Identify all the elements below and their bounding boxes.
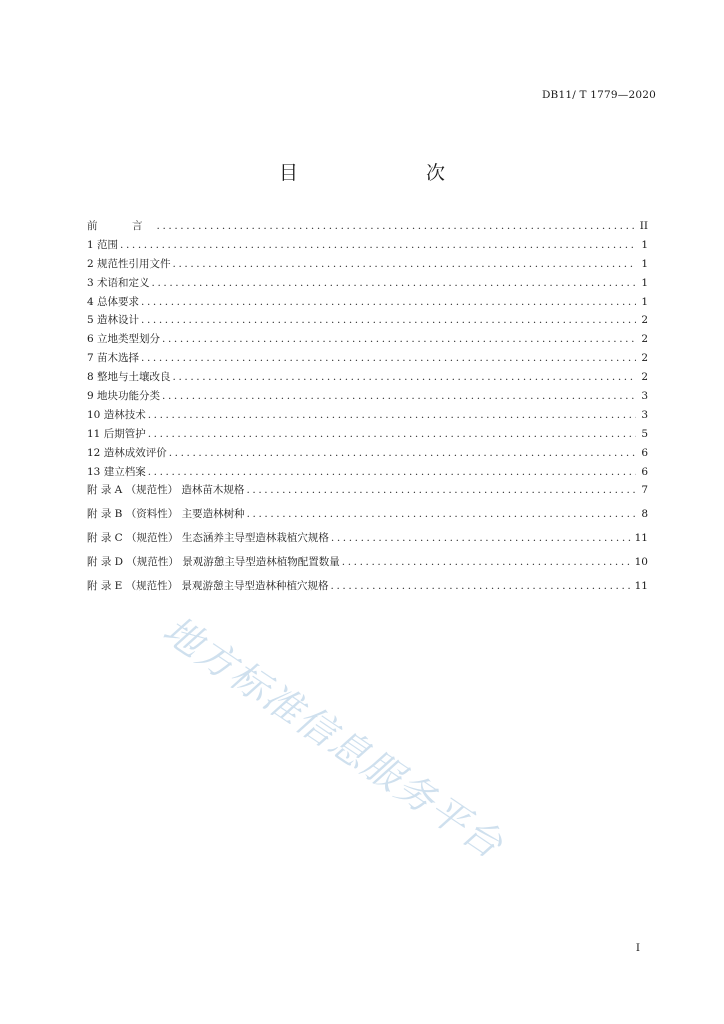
toc-entry-label: 附 录 B （资料性） 主要造林树种 bbox=[87, 508, 245, 521]
toc-entry-label: 11 后期管护 bbox=[87, 427, 146, 440]
toc-entry-8[interactable] bbox=[87, 369, 648, 388]
toc-leader-dots bbox=[148, 466, 636, 478]
toc-entry-page: 2 bbox=[641, 333, 648, 346]
toc-leader-dots bbox=[148, 409, 636, 421]
toc-entry-4[interactable] bbox=[87, 294, 648, 313]
toc-entry-11[interactable] bbox=[87, 426, 648, 445]
document-code: DB11/ T 1779—2020 bbox=[541, 89, 656, 101]
toc-entry-label: 7 苗木选择 bbox=[87, 352, 140, 365]
toc-entry-page: 8 bbox=[641, 508, 648, 521]
toc-entry-label: 10 造林技术 bbox=[87, 408, 146, 421]
toc-leader-dots bbox=[120, 239, 636, 251]
page-number: I bbox=[635, 942, 640, 954]
toc-entry-label: 附 录 D （规范性） 景观游憩主导型造林植物配置数量 bbox=[87, 556, 340, 569]
toc-entry-label: 附 录 C （规范性） 生态涵养主导型造林栽植穴规格 bbox=[87, 532, 329, 545]
toc-entry-2[interactable] bbox=[87, 256, 648, 275]
toc-appendix-e[interactable] bbox=[87, 578, 648, 602]
toc-entry-label: 13 建立档案 bbox=[87, 465, 146, 478]
toc-entry-page: 10 bbox=[634, 556, 648, 569]
toc-entry-label: 9 地块功能分类 bbox=[87, 390, 161, 403]
toc-entry-5[interactable] bbox=[87, 312, 648, 331]
toc-entry-page: 2 bbox=[641, 371, 648, 384]
toc-entry-label: 8 整地与土壤改良 bbox=[87, 371, 171, 384]
toc-leader-dots bbox=[148, 428, 636, 440]
toc-appendix-a[interactable] bbox=[87, 482, 648, 506]
toc-entry-label: 4 总体要求 bbox=[87, 295, 140, 308]
toc-entry-page: 2 bbox=[641, 352, 648, 365]
toc-entry-page: 6 bbox=[641, 446, 648, 459]
toc-entry-page: 11 bbox=[634, 532, 648, 545]
toc-leader-dots bbox=[342, 556, 633, 568]
toc-entry-page: 1 bbox=[641, 257, 648, 270]
toc-leader-dots bbox=[157, 220, 637, 232]
toc-entry-page: 2 bbox=[641, 314, 648, 327]
toc-entry-page: 1 bbox=[641, 238, 648, 251]
toc-leader-dots bbox=[173, 371, 636, 383]
toc-entry-label: 2 规范性引用文件 bbox=[87, 257, 171, 270]
toc-leader-dots bbox=[162, 390, 636, 402]
toc-leader-dots bbox=[141, 314, 636, 326]
toc-entry-10[interactable] bbox=[87, 407, 648, 426]
toc-entry-12[interactable] bbox=[87, 445, 648, 464]
toc-leader-dots bbox=[247, 508, 636, 520]
toc-leader-dots bbox=[141, 296, 636, 308]
page-title: 目 次 bbox=[278, 162, 475, 184]
toc-appendix-c[interactable] bbox=[87, 530, 648, 554]
toc-leader-dots bbox=[162, 333, 636, 345]
toc-entry-label: 1 范围 bbox=[87, 238, 119, 251]
toc-entry-6[interactable] bbox=[87, 331, 648, 350]
toc-entry-label: 附 录 A （规范性） 造林苗木规格 bbox=[87, 484, 245, 497]
toc-appendix-d[interactable] bbox=[87, 554, 648, 578]
toc-entry-page: 3 bbox=[641, 408, 648, 421]
toc-entry-label: 12 造林成效评价 bbox=[87, 446, 167, 459]
toc-leader-dots bbox=[173, 258, 636, 270]
toc-entry-page: II bbox=[639, 220, 648, 232]
toc-leader-dots bbox=[246, 484, 636, 496]
toc-entry-page: 6 bbox=[641, 465, 648, 478]
toc-entry-label: 附 录 E （规范性） 景观游憩主导型造林种植穴规格 bbox=[87, 580, 329, 593]
toc-appendix-b[interactable] bbox=[87, 506, 648, 530]
toc-leader-dots bbox=[331, 532, 633, 544]
toc-entry-label: 5 造林设计 bbox=[87, 314, 140, 327]
toc-entry-13[interactable] bbox=[87, 464, 648, 483]
toc-entry-9[interactable] bbox=[87, 388, 648, 407]
toc-entry-1[interactable] bbox=[87, 237, 648, 256]
toc-entry-page: 11 bbox=[634, 580, 648, 593]
toc-entry-page: 1 bbox=[641, 295, 648, 308]
toc-entry-foreword[interactable] bbox=[87, 218, 648, 237]
toc-leader-dots bbox=[169, 447, 636, 459]
toc-leader-dots bbox=[152, 277, 636, 289]
toc-entry-page: 3 bbox=[641, 390, 648, 403]
toc-entry-page: 7 bbox=[641, 484, 648, 497]
toc-entry-3[interactable] bbox=[87, 275, 648, 294]
toc-entry-label: 前 言 bbox=[87, 220, 155, 232]
table-of-contents bbox=[87, 218, 648, 602]
watermark: 地方标准信息服务平台 bbox=[155, 607, 512, 868]
toc-entry-page: 5 bbox=[641, 427, 648, 440]
toc-leader-dots bbox=[141, 352, 636, 364]
toc-entry-page: 1 bbox=[641, 276, 648, 289]
toc-entry-label: 3 术语和定义 bbox=[87, 276, 150, 289]
toc-entry-label: 6 立地类型划分 bbox=[87, 333, 161, 346]
toc-leader-dots bbox=[331, 580, 633, 592]
toc-entry-7[interactable] bbox=[87, 350, 648, 369]
